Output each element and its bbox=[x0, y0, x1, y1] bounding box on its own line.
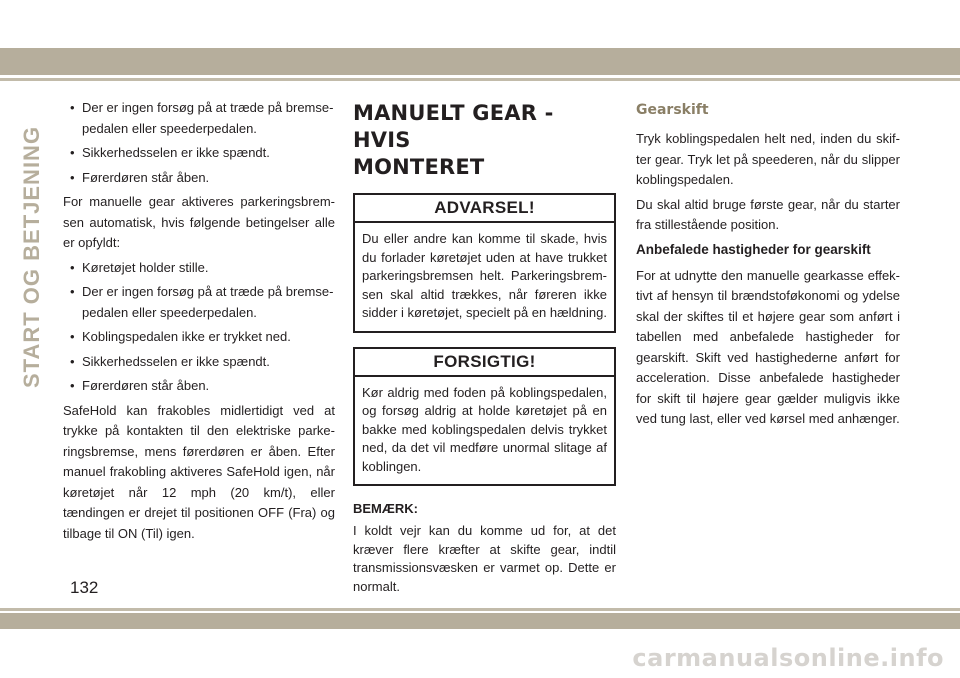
paragraph: Du skal altid bruge første gear, når du starter fra stillestående position. bbox=[636, 196, 900, 232]
list-item-text: Førerdøren står åben. bbox=[82, 169, 210, 185]
column-middle bbox=[353, 98, 616, 600]
list-item bbox=[63, 258, 335, 279]
list-item-text: Sikkerhedsselen er ikke spændt. bbox=[82, 145, 270, 160]
list-item-text: Koblingspedalen ikke er trykket ned. bbox=[82, 329, 291, 344]
list-item bbox=[63, 143, 335, 164]
warning-box bbox=[353, 193, 616, 333]
bullet-icon: • bbox=[70, 100, 75, 115]
top-white-band bbox=[0, 0, 960, 48]
paragraph: Tryk koblingspedalen helt ned, inden du skif-ter gear. Tryk let på speederen, når du slipper koblingspedalen. bbox=[636, 131, 900, 187]
list-item bbox=[63, 327, 335, 348]
watermark: carmanualsonline.info bbox=[632, 644, 944, 672]
column-left bbox=[63, 98, 335, 548]
subsection-subheading: Anbefalede hastigheder for gearskift bbox=[636, 241, 871, 257]
list-item-text: Der er ingen forsøg på at træde på bremse-pedalen eller speederpedalen. bbox=[82, 100, 334, 136]
paragraph: For manuelle gear aktiveres parkeringsbrem-sen automatisk, hvis følgende betingelser alle er opfyldt: bbox=[63, 194, 335, 250]
list-item bbox=[63, 352, 335, 373]
list-item bbox=[63, 376, 335, 397]
bullet-icon: • bbox=[70, 329, 75, 344]
warning-title: ADVARSEL! bbox=[355, 195, 614, 223]
note-text: I koldt vejr kan du komme ud for, at det kræver flere kræfter at skifte gear, indtil transmissionsvæsken er varmet op. Dette er normalt. bbox=[353, 523, 616, 594]
list-item bbox=[63, 168, 335, 189]
list-item-text: Sikkerhedsselen er ikke spændt. bbox=[82, 353, 270, 369]
list-item-text: Køretøjet holder stille. bbox=[82, 259, 209, 275]
page-number: 132 bbox=[70, 578, 99, 597]
subsection-heading: Gearskift bbox=[636, 102, 709, 118]
footer-rule bbox=[0, 608, 960, 611]
column-right bbox=[636, 98, 900, 434]
caution-title: FORSIGTIG! bbox=[355, 349, 614, 377]
side-section-text: START OG BETJENING bbox=[19, 125, 44, 388]
section-heading-line: MONTERET bbox=[353, 155, 485, 179]
list-item-text: Førerdøren står åben. bbox=[82, 378, 210, 393]
bullet-icon: • bbox=[70, 259, 75, 275]
warning-text: Du eller andre kan komme til skade, hvis du forlader køretøjet uden at have trukket parkeringsbremsen helt. Parkeringsbrem-sen skal altid trækkes, når føreren ikke sidder i køretøjet, specielt på en hældning. bbox=[362, 231, 607, 320]
bullet-icon: • bbox=[70, 284, 75, 299]
header-bar bbox=[0, 48, 960, 75]
section-heading bbox=[353, 100, 616, 181]
bullet-icon: • bbox=[70, 145, 75, 160]
header-rule bbox=[0, 78, 960, 81]
bullet-icon: • bbox=[70, 169, 75, 185]
paragraph: For at udnytte den manuelle gearkasse effek-tivt af hensyn til brændstoføkonomi og ydelse skal der skiftes til et højere gear som anført i tabellen med anbefalede hastigheder for gearskift. Skift ved hastighederne anført for acceleration. Disse anbefalede hastigheder for skift til højere gear gælder muligvis ikke ved tung last, eller ved kørsel med anhænger. bbox=[636, 267, 900, 426]
caution-text: Kør aldrig med foden på koblingspedalen, og forsøg aldrig at holde køretøjet på en bakke med koblingspedalen delvis trykket ned, da det vil medføre unormal slitage af koblingen. bbox=[362, 384, 607, 474]
note-label: BEMÆRK: bbox=[353, 501, 418, 516]
section-heading-line: MANUELT GEAR - HVIS bbox=[353, 101, 554, 152]
paragraph: SafeHold kan frakobles midlertidigt ved at trykke på kontakten til den elektriske parke-ringsbremse, mens førerdøren er åben. Efter manuel frakobling aktiveres SafeHold igen, når køretøjet når 12 mph (20 km/t), eller tændingen er drejet til positionen OFF (Fra) og tilbage til ON (Til) igen. bbox=[63, 402, 335, 541]
list-item-text: Der er ingen forsøg på at træde på bremse-pedalen eller speederpedalen. bbox=[82, 284, 334, 320]
list-item bbox=[63, 98, 335, 139]
list-item bbox=[63, 282, 335, 323]
caution-box bbox=[353, 347, 616, 487]
footer-bar bbox=[0, 613, 960, 629]
bullet-icon: • bbox=[70, 378, 75, 393]
bullet-icon: • bbox=[70, 353, 75, 369]
